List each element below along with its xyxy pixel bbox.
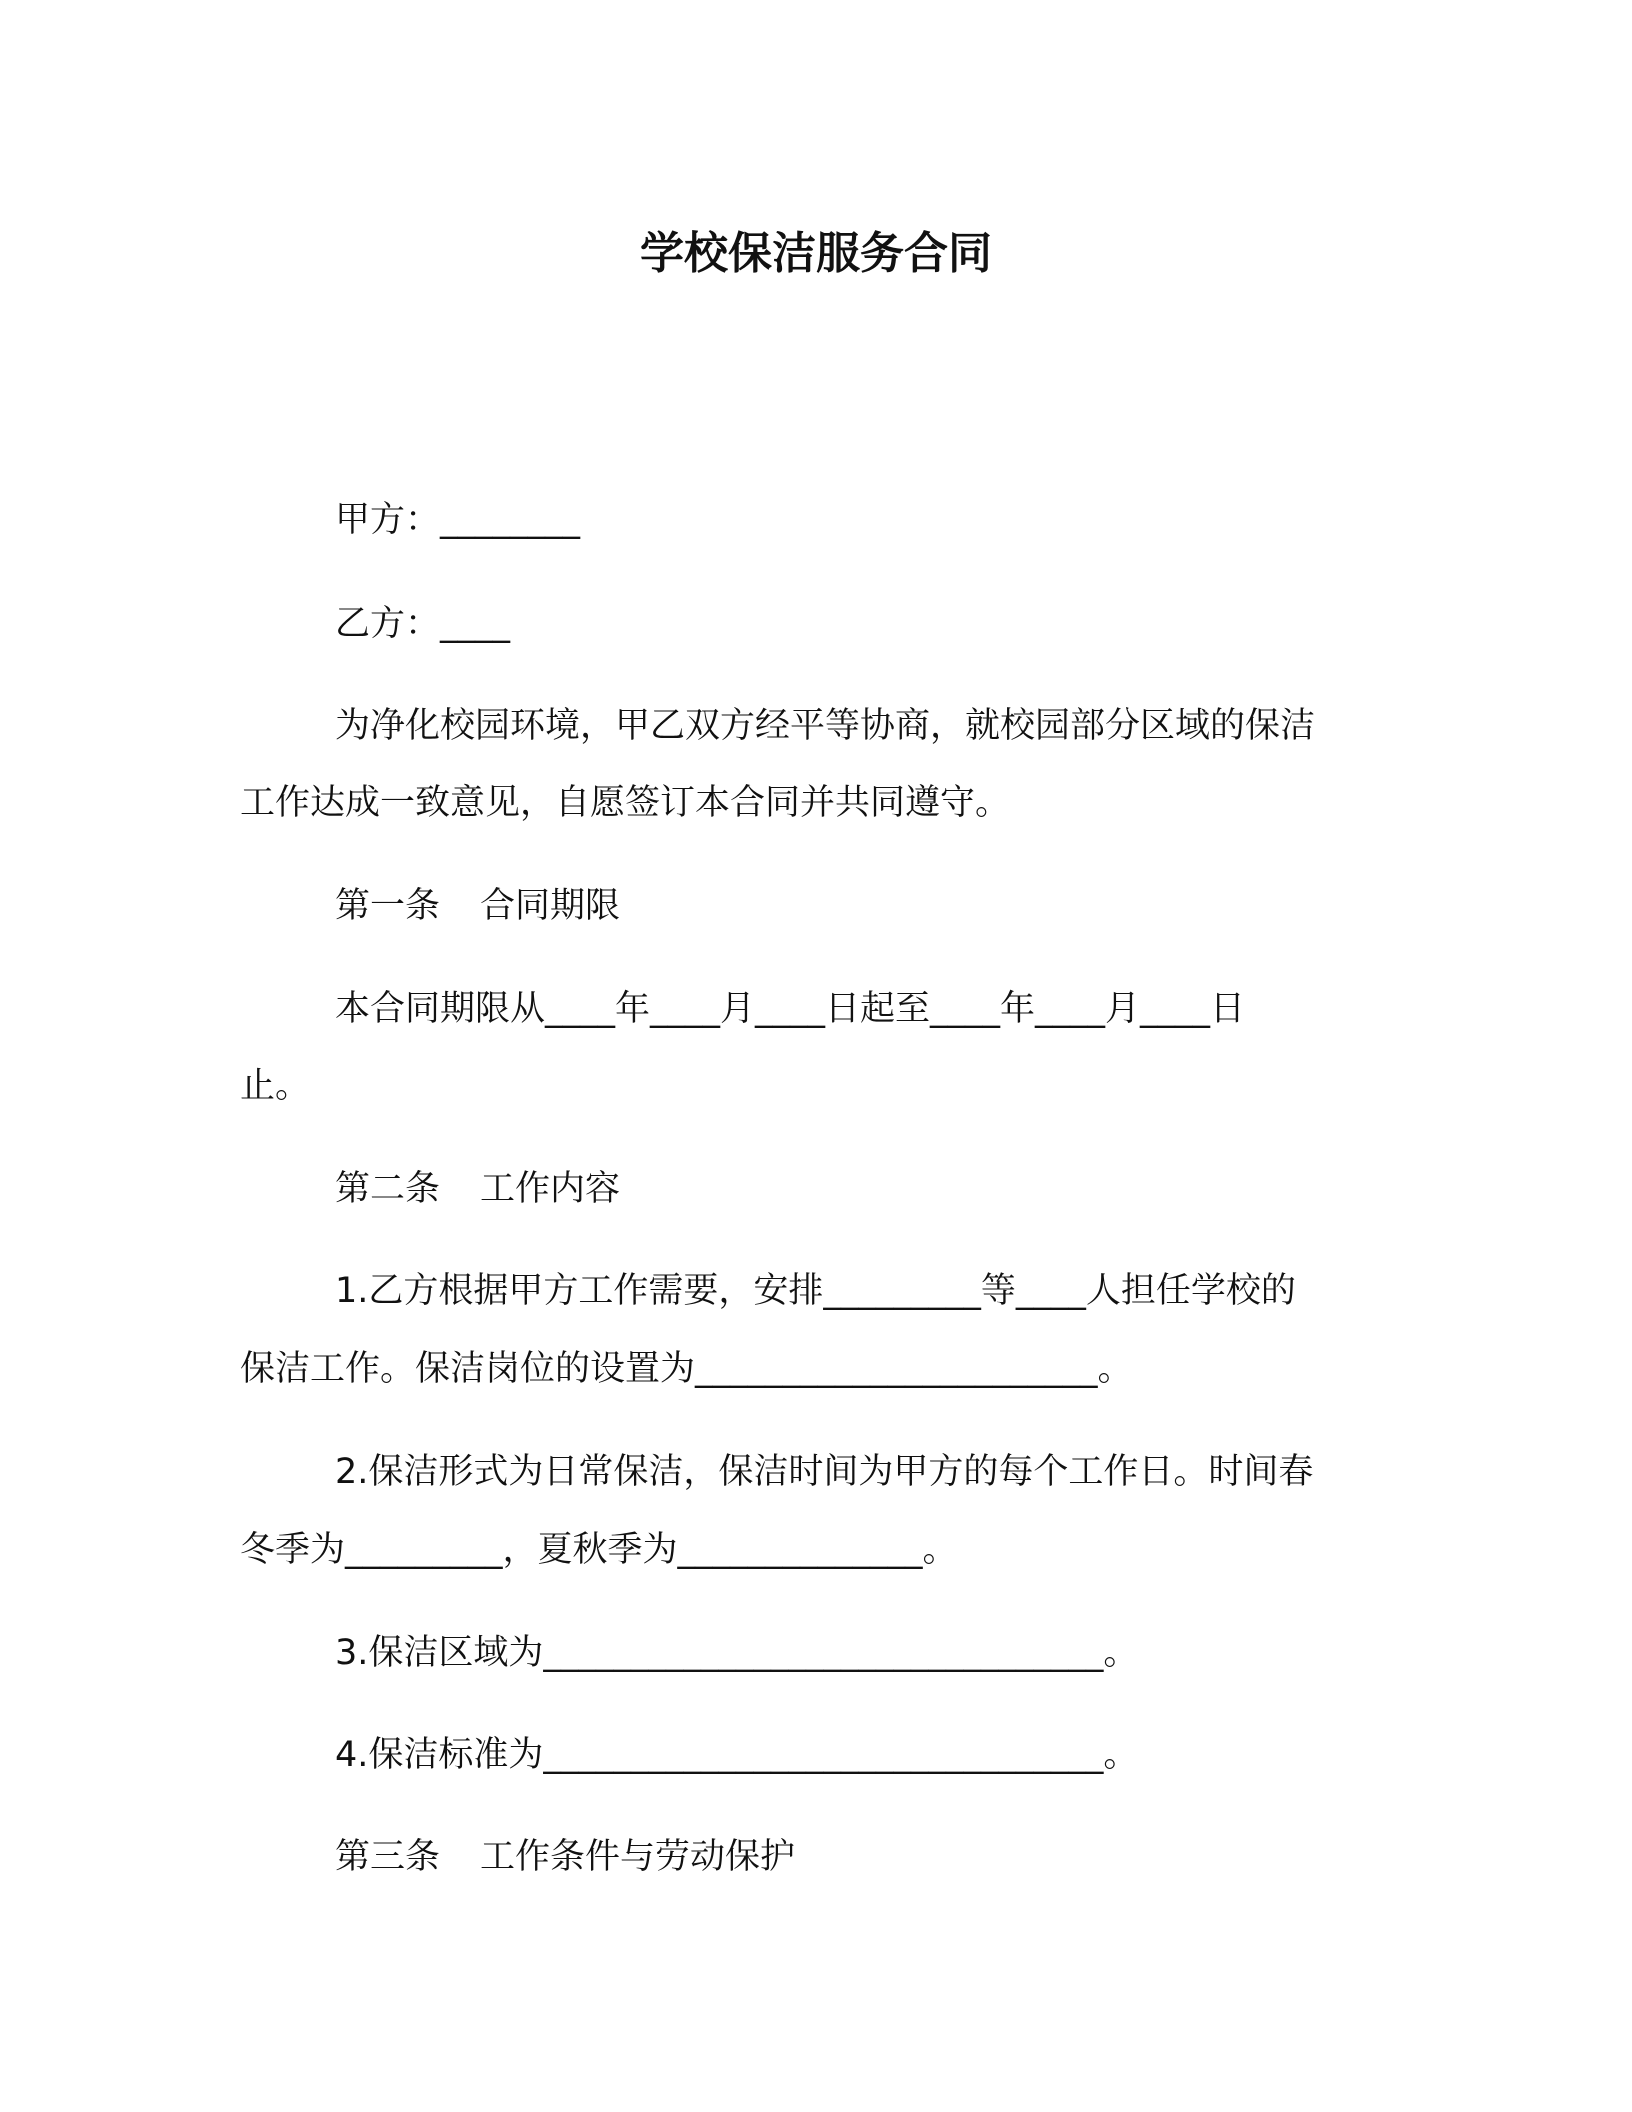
- party-b-line: 乙方：____: [335, 604, 511, 644]
- article2-number: 第二条: [335, 1169, 441, 1209]
- article3-heading: [335, 1834, 795, 1880]
- article3-title: 工作条件与劳动保护: [480, 1837, 796, 1877]
- article2-item2-line-1: 2.保洁形式为日常保洁，保洁时间为甲方的每个工作日。时间春: [335, 1452, 1314, 1492]
- article2-title: 工作内容: [480, 1169, 621, 1209]
- article1-body-line-2: 止。: [240, 1066, 311, 1106]
- party-a-line: 甲方：________: [335, 500, 581, 540]
- document-title: 学校保洁服务合同: [640, 228, 992, 279]
- article2-item1-line-1: 1.乙方根据甲方工作需要，安排_________等____人担任学校的: [335, 1271, 1296, 1311]
- article1-number: 第一条: [335, 886, 441, 926]
- article3-number: 第三条: [335, 1837, 441, 1877]
- article2-item3: 3.保洁区域为________________________________。: [335, 1633, 1139, 1673]
- article2-item1-line-2: 保洁工作。保洁岗位的设置为_______________________。: [240, 1349, 1133, 1389]
- article1-title: 合同期限: [480, 886, 621, 926]
- preamble-line-1: 为净化校园环境，甲乙双方经平等协商，就校园部分区域的保洁: [335, 706, 1316, 746]
- article2-heading: [335, 1166, 620, 1212]
- article2-item4: 4.保洁标准为________________________________。: [335, 1735, 1139, 1775]
- preamble-line-2: 工作达成一致意见，自愿签订本合同并共同遵守。: [240, 783, 1011, 823]
- article2-item2-line-2: 冬季为_________，夏秋季为______________。: [240, 1530, 958, 1570]
- article1-body-line-1: 本合同期限从____年____月____日起至____年____月____日: [335, 989, 1246, 1029]
- article1-heading: [335, 883, 620, 929]
